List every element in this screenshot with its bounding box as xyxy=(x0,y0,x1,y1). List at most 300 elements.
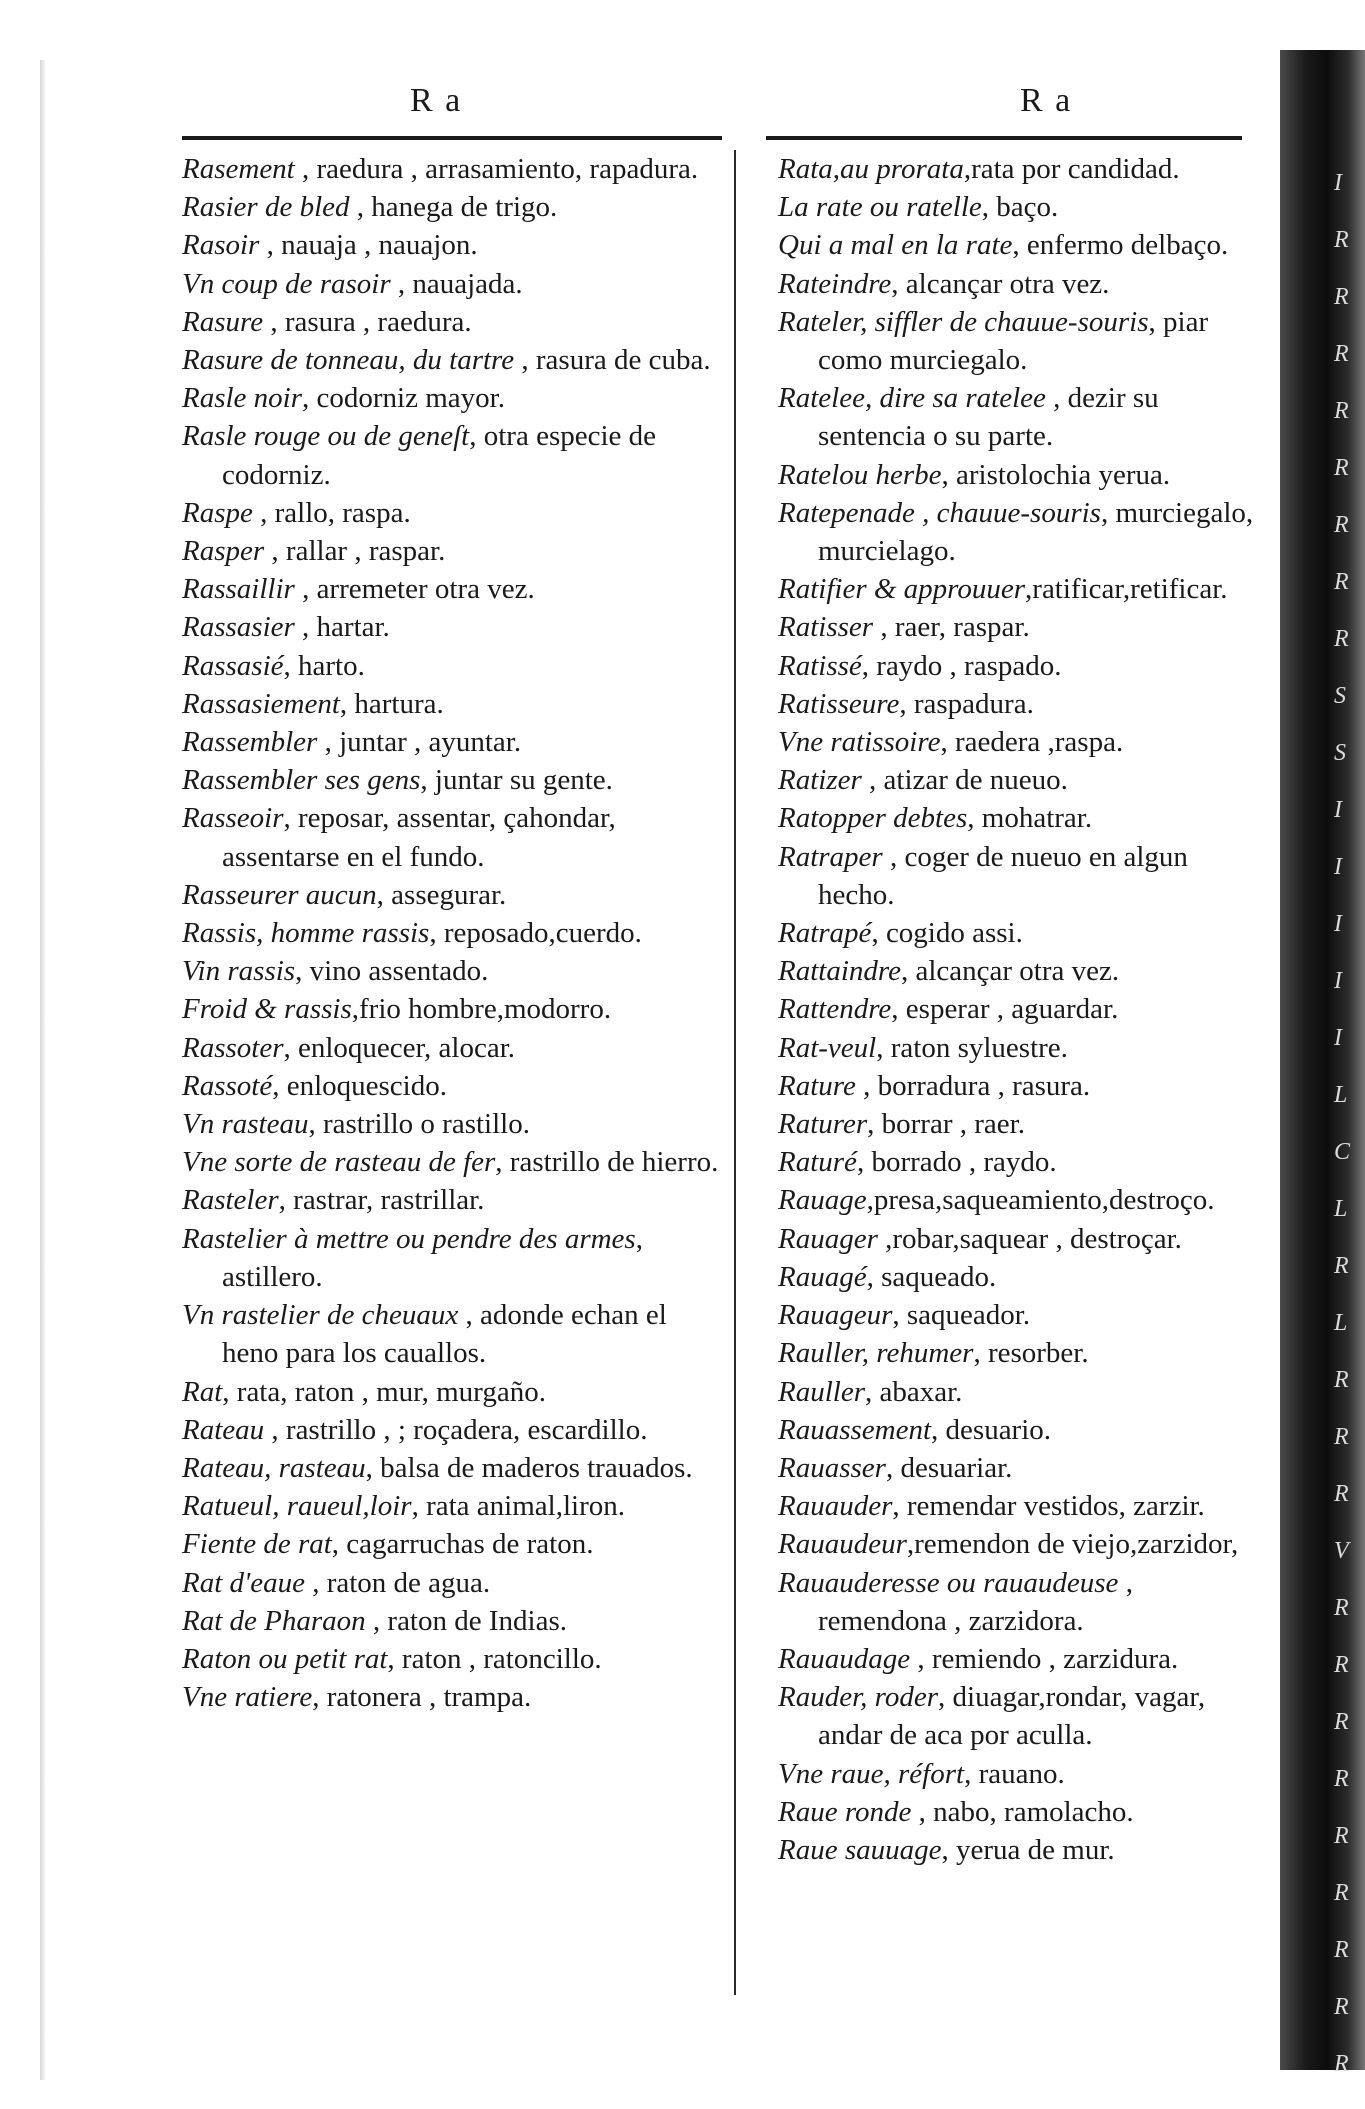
entry-translation: saqueado. xyxy=(881,1260,997,1293)
dictionary-entry xyxy=(182,647,722,685)
entry-separator: , xyxy=(259,229,282,262)
entry-translation: frio hombre,modorro. xyxy=(359,993,612,1026)
dictionary-entry xyxy=(182,303,722,341)
entry-headword: Rasure de tonneau, du tartre xyxy=(182,344,515,377)
entry-translation: rallar , raspar. xyxy=(285,535,446,568)
entry-translation: borrar , raer. xyxy=(881,1108,1025,1141)
bleed-letter: S xyxy=(1334,683,1346,709)
entry-translation: coger de nueuo en algun hecho. xyxy=(818,840,1188,911)
entry-headword: Rassasié xyxy=(182,649,284,682)
entry-separator: , xyxy=(866,1184,874,1217)
entry-headword: Rateau, rasteau xyxy=(182,1451,366,1484)
dictionary-entry xyxy=(182,1029,722,1067)
dictionary-entry xyxy=(778,1296,1260,1334)
dictionary-entry xyxy=(182,570,722,608)
dictionary-entry xyxy=(778,1258,1260,1296)
entry-separator: , xyxy=(910,1642,932,1675)
dictionary-entry xyxy=(182,876,722,914)
entry-translation: rastrar, rastrillar. xyxy=(293,1184,485,1217)
entry-headword: Ratopper debtes xyxy=(778,802,968,835)
bleed-letter: R xyxy=(1334,1652,1349,1678)
bleed-letter: R xyxy=(1334,1994,1349,2020)
entry-headword: Rastelier à mettre ou pendre des armes xyxy=(182,1222,636,1255)
entry-separator: , xyxy=(469,420,484,453)
entry-headword: Rasure xyxy=(182,305,264,338)
entry-headword: Raton ou petit rat xyxy=(182,1642,388,1675)
dictionary-entry xyxy=(182,608,722,646)
entry-separator: , xyxy=(351,993,359,1026)
entry-translation: resorber. xyxy=(987,1337,1089,1370)
entry-separator: , xyxy=(906,1528,915,1561)
entry-translation: remendar vestidos, zarzir. xyxy=(906,1490,1205,1523)
bleed-letter: R xyxy=(1334,1823,1349,1849)
entry-separator: , xyxy=(885,1451,901,1484)
entry-headword: Rasoir xyxy=(182,229,260,262)
dictionary-entry xyxy=(182,1602,722,1640)
entry-translation: remendona , zarzidora. xyxy=(818,1604,1084,1637)
entry-translation: otra especie de codorniz. xyxy=(222,420,657,491)
bleed-letter: I xyxy=(1334,968,1342,994)
entry-headword: Ratisseure xyxy=(778,687,900,720)
dictionary-entry xyxy=(182,341,722,379)
bleed-letter: R xyxy=(1334,227,1349,253)
entry-separator: , xyxy=(900,955,916,988)
entry-translation: rastrillo o rastillo. xyxy=(322,1108,530,1141)
dictionary-entry xyxy=(778,990,1260,1028)
entry-headword: Rassembler ses gens xyxy=(182,764,421,797)
entry-headword: Ratelou herbe xyxy=(778,458,942,491)
entry-headword: Ratraper xyxy=(778,840,883,873)
entry-separator: , xyxy=(295,955,310,988)
entry-separator: , xyxy=(892,1490,907,1523)
entry-separator: , xyxy=(283,802,298,835)
page-edge xyxy=(40,60,45,2080)
entry-translation: raydo , raspado. xyxy=(876,649,1062,682)
entry-separator: , xyxy=(1045,382,1068,415)
bleed-letter: I xyxy=(1334,1025,1342,1051)
entry-separator: , xyxy=(376,878,392,911)
entry-headword: Rauaudeur xyxy=(778,1528,907,1561)
entry-separator: , xyxy=(1025,573,1033,606)
entry-headword: Rauller, rehumer xyxy=(778,1337,974,1370)
bleed-letter: I xyxy=(1334,170,1342,196)
entry-translation: alcançar otra vez. xyxy=(905,267,1110,300)
entry-separator: , xyxy=(283,1031,298,1064)
right-running-head: R a xyxy=(1020,82,1073,119)
entry-translation: rastrillo , ; roçadera, escardillo. xyxy=(285,1413,648,1446)
dictionary-entry xyxy=(182,1449,722,1487)
dictionary-entry xyxy=(778,761,1260,799)
entry-translation: vino assentado. xyxy=(309,955,489,988)
entry-headword: Vne sorte de rasteau de fer xyxy=(182,1146,496,1179)
entry-headword: Rattendre xyxy=(778,993,892,1026)
dictionary-entry xyxy=(778,685,1260,723)
entry-translation: murciegalo, murcielago. xyxy=(818,496,1254,568)
entry-separator: , xyxy=(365,1604,388,1637)
entry-separator: , xyxy=(339,687,355,720)
entry-translation: juntar , ayuntar. xyxy=(339,726,522,759)
bleed-letter: R xyxy=(1334,1709,1349,1735)
entry-headword: La rate ou ratelle xyxy=(778,191,982,224)
entry-separator: , xyxy=(317,726,340,759)
entry-translation: hanega de trigo. xyxy=(371,191,558,224)
dictionary-entry xyxy=(182,188,722,226)
entry-headword: Rassoté xyxy=(182,1069,273,1102)
entry-headword: Fiente de rat xyxy=(182,1528,332,1561)
entry-separator: , xyxy=(938,1681,953,1714)
entry-separator: , xyxy=(1148,305,1164,338)
entry-separator: , xyxy=(877,1222,893,1255)
entry-separator: , xyxy=(967,802,982,835)
bleed-letter: R xyxy=(1334,1253,1349,1279)
entry-separator: , xyxy=(866,1260,882,1293)
entry-translation: raspadura. xyxy=(913,687,1034,720)
dictionary-entry xyxy=(778,1334,1260,1372)
dictionary-entry xyxy=(182,914,722,952)
dictionary-entry xyxy=(182,265,722,303)
dictionary-entry xyxy=(778,914,1260,952)
dictionary-entry xyxy=(778,379,1260,455)
dictionary-entry xyxy=(778,838,1260,914)
entry-headword: Rassis, homme rassis xyxy=(182,917,430,950)
entry-headword: Rassoter xyxy=(182,1031,284,1064)
dictionary-entry xyxy=(182,1220,722,1296)
entry-separator: , xyxy=(861,764,884,797)
dictionary-entry xyxy=(182,226,722,264)
bleed-letter: R xyxy=(1334,1367,1349,1393)
entry-separator: , xyxy=(429,917,444,950)
entry-translation: atizar de nueuo. xyxy=(883,764,1068,797)
entry-separator: , xyxy=(458,1299,480,1332)
entry-translation: nabo, ramolacho. xyxy=(933,1795,1134,1828)
dictionary-entry xyxy=(778,1831,1260,1869)
bleed-letter: V xyxy=(1334,1538,1349,1564)
entry-headword: Vn rasteau xyxy=(182,1108,309,1141)
entry-headword: Vne ratissoire xyxy=(778,726,941,759)
dictionary-entry xyxy=(778,494,1260,570)
bleed-letter: R xyxy=(1334,626,1349,652)
dictionary-entry xyxy=(182,1525,722,1563)
entry-translation: assegurar. xyxy=(391,878,507,911)
bleed-letter: R xyxy=(1334,341,1349,367)
bleed-letter: R xyxy=(1334,512,1349,538)
entry-separator: , xyxy=(349,191,372,224)
entry-translation: nauajada. xyxy=(412,267,523,300)
entry-separator: , xyxy=(873,611,895,644)
entry-headword: Rassasier xyxy=(182,611,295,644)
dictionary-entry xyxy=(778,303,1260,379)
entry-headword: Rauager xyxy=(778,1222,878,1255)
entry-headword: Ratueul, raueul,loir xyxy=(182,1490,412,1523)
bleed-letter: I xyxy=(1334,854,1342,880)
entry-headword: Rauauderesse ou rauaudeuse xyxy=(778,1566,1119,1599)
dictionary-entry xyxy=(778,799,1260,837)
dictionary-entry xyxy=(778,1755,1260,1793)
dictionary-entry xyxy=(778,1487,1260,1525)
bleed-letter: R xyxy=(1334,284,1349,310)
entry-separator: , xyxy=(861,649,877,682)
entry-translation: cagarruchas de raton. xyxy=(346,1528,594,1561)
dictionary-entry xyxy=(778,1029,1260,1067)
entry-translation: codorniz mayor. xyxy=(316,382,505,415)
dictionary-entry xyxy=(778,1181,1260,1219)
dictionary-entry xyxy=(778,1564,1260,1640)
entry-translation: adonde echan el heno para los cauallos. xyxy=(222,1299,667,1370)
entry-headword: Qui a mal en la rate xyxy=(778,229,1013,262)
dictionary-entry xyxy=(182,1411,722,1449)
entry-translation: harto. xyxy=(298,649,365,682)
left-running-head: R a xyxy=(410,82,463,119)
entry-headword: Rattaindre xyxy=(778,955,901,988)
dictionary-entry xyxy=(182,723,722,761)
entry-headword: Ratrapé xyxy=(778,917,872,950)
entry-headword: Ratizer xyxy=(778,764,862,797)
dictionary-entry xyxy=(778,1640,1260,1678)
entry-separator: , xyxy=(302,382,317,415)
entry-separator: , xyxy=(963,153,972,185)
entry-translation: reposado,cuerdo. xyxy=(443,917,642,950)
entry-separator: , xyxy=(278,1184,294,1217)
entry-translation: enfermo delbaço. xyxy=(1026,229,1229,262)
entry-separator: , xyxy=(411,1490,427,1523)
entry-separator: , xyxy=(865,1375,880,1408)
entry-translation: borrado , raydo. xyxy=(871,1146,1057,1179)
entry-separator: , xyxy=(964,1757,979,1790)
entry-separator: , xyxy=(892,1299,907,1332)
next-page-bleed xyxy=(1328,0,1365,2109)
entry-translation: rata por candidad. xyxy=(971,153,1180,185)
entry-translation: raton syluestre. xyxy=(890,1031,1068,1064)
entry-translation: ratonera , trampa. xyxy=(326,1681,532,1714)
entry-translation: diuagar,rondar, vagar, andar de aca por aculla. xyxy=(818,1681,1206,1752)
entry-headword: Rat xyxy=(182,1375,223,1408)
dictionary-entry xyxy=(778,1105,1260,1143)
bleed-letter: R xyxy=(1334,398,1349,424)
bleed-letter: I xyxy=(1334,797,1342,823)
entry-separator: , xyxy=(855,1069,878,1102)
entry-separator: , xyxy=(882,840,905,873)
entry-translation: robar,saquear , destroçar. xyxy=(892,1222,1182,1255)
bleed-letter: S xyxy=(1334,740,1346,766)
entry-headword: Rauageur xyxy=(778,1299,893,1332)
entry-translation: yerua de mur. xyxy=(956,1833,1115,1866)
dictionary-entry xyxy=(182,1143,722,1181)
dictionary-entry xyxy=(182,1373,722,1411)
dictionary-entry xyxy=(182,494,722,532)
column-divider xyxy=(734,150,736,1995)
entry-separator: , xyxy=(941,458,956,491)
dictionary-entry xyxy=(182,1640,722,1678)
entry-separator: , xyxy=(252,496,275,529)
entry-headword: Rateindre xyxy=(778,267,892,300)
bleed-letter: C xyxy=(1334,1139,1351,1165)
entry-translation: piar como murciegalo. xyxy=(818,305,1209,377)
dictionary-entry xyxy=(182,1678,722,1716)
entry-headword: Froid & rassis xyxy=(182,993,352,1026)
entry-headword: Rauage xyxy=(778,1184,867,1217)
entry-headword: Rasseurer aucun xyxy=(182,878,377,911)
dictionary-entry xyxy=(182,761,722,799)
entry-headword: Rauaudage xyxy=(778,1642,911,1675)
entry-headword: Rassasiement xyxy=(182,687,340,720)
dictionary-entry xyxy=(778,647,1260,685)
bleed-letter: R xyxy=(1334,1880,1349,1906)
entry-translation: hartar. xyxy=(316,611,390,644)
entry-separator: , xyxy=(1100,496,1116,529)
entry-separator: , xyxy=(940,726,955,759)
entry-headword: Vin rassis xyxy=(182,955,296,988)
entry-headword: Rassembler xyxy=(182,726,318,759)
entry-translation: rata animal,liron. xyxy=(426,1490,625,1523)
dictionary-entry xyxy=(182,1181,722,1219)
entry-translation: presa,saqueamiento,destroço. xyxy=(873,1184,1215,1217)
entry-separator: , xyxy=(891,993,906,1026)
entry-headword: Vne raue, réfort xyxy=(778,1757,965,1790)
entry-translation: cogido assi. xyxy=(885,917,1023,950)
entry-headword: Ratepenade , chauue-souris xyxy=(778,496,1101,529)
dictionary-entry xyxy=(778,188,1260,226)
entry-separator: , xyxy=(941,1833,956,1866)
entry-headword: Raue sauuage xyxy=(778,1833,942,1866)
entry-translation: balsa de maderos trauados. xyxy=(380,1451,693,1484)
dictionary-entry xyxy=(778,570,1260,608)
entry-translation: raer, raspar. xyxy=(894,611,1030,644)
entry-separator: , xyxy=(871,917,886,950)
entry-separator: , xyxy=(294,573,317,606)
entry-translation: rasura de cuba. xyxy=(535,344,711,377)
entry-headword: Ratelee, dire sa ratelee xyxy=(778,382,1046,415)
entry-separator: , xyxy=(308,1108,323,1141)
entry-translation: raton , ratoncillo. xyxy=(401,1642,602,1675)
entry-separator: , xyxy=(312,1681,327,1714)
entry-translation: esperar , aguardar. xyxy=(905,993,1119,1026)
entry-translation: baço. xyxy=(996,191,1059,224)
entry-headword: Rat de Pharaon xyxy=(182,1604,366,1637)
entry-headword: Rasteler xyxy=(182,1184,279,1217)
entry-headword: Rature xyxy=(778,1069,856,1102)
entry-headword: Rateau xyxy=(182,1413,265,1446)
entry-separator: , xyxy=(856,1146,872,1179)
bleed-letter: R xyxy=(1334,1481,1349,1507)
entry-translation: raedera ,raspa. xyxy=(954,726,1124,759)
entry-separator: , xyxy=(891,267,906,300)
entry-translation: remendon de viejo,zarzidor, xyxy=(914,1528,1239,1561)
entry-separator: , xyxy=(495,1146,510,1179)
dictionary-entry xyxy=(778,226,1260,264)
entry-translation: enloquecer, alocar. xyxy=(298,1031,516,1064)
dictionary-entry xyxy=(778,1067,1260,1105)
entry-separator: , xyxy=(514,344,536,377)
entry-separator: , xyxy=(867,1108,882,1141)
entry-separator: , xyxy=(331,1528,347,1561)
entry-separator: , xyxy=(911,1795,934,1828)
entry-translation: borradura , rasura. xyxy=(877,1069,1091,1102)
entry-translation: juntar su gente. xyxy=(434,764,613,797)
bleed-letter: R xyxy=(1334,1937,1349,1963)
entry-headword: Rata,au prorata xyxy=(778,153,964,185)
bleed-letter: R xyxy=(1334,1595,1349,1621)
entry-translation: desuario. xyxy=(945,1413,1052,1446)
dictionary-entry xyxy=(182,532,722,570)
entry-separator: , xyxy=(283,649,298,682)
dictionary-entry xyxy=(778,952,1260,990)
dictionary-entry xyxy=(182,1105,722,1143)
dictionary-entry xyxy=(182,1564,722,1602)
entry-headword: Rauagé xyxy=(778,1260,867,1293)
entry-translation: raton de Indias. xyxy=(387,1604,567,1637)
entry-separator: , xyxy=(420,764,435,797)
entry-translation: rastrillo de hierro. xyxy=(509,1146,719,1179)
dictionary-entry xyxy=(778,1793,1260,1831)
entry-separator: , xyxy=(635,1222,643,1255)
dictionary-entry xyxy=(778,1525,1260,1563)
entry-separator: , xyxy=(294,153,317,185)
bleed-letter: R xyxy=(1334,1766,1349,1792)
entry-headword: Rat-veul xyxy=(778,1031,877,1064)
entry-headword: Rasper xyxy=(182,535,265,568)
dictionary-entry xyxy=(182,990,722,1028)
entry-separator: , xyxy=(272,1069,287,1102)
entry-translation: hartura. xyxy=(354,687,444,720)
dictionary-entry xyxy=(182,1487,722,1525)
entry-translation: desuariar. xyxy=(900,1451,1013,1484)
entry-headword: Rasier de bled xyxy=(182,191,350,224)
bleed-letter: L xyxy=(1334,1196,1348,1222)
right-column xyxy=(778,150,1260,1869)
entry-translation: mohatrar. xyxy=(981,802,1093,835)
bleed-letter: R xyxy=(1334,455,1349,481)
entry-headword: Rasle rouge ou de geneſt xyxy=(182,420,470,453)
entry-translation: rauano. xyxy=(978,1757,1065,1790)
dictionary-entry xyxy=(778,608,1260,646)
left-header-rule xyxy=(182,136,722,140)
entry-headword: Raturé xyxy=(778,1146,857,1179)
entry-separator: , xyxy=(263,305,285,338)
entry-translation: enloquescido. xyxy=(286,1069,447,1102)
entry-separator: , xyxy=(931,1413,946,1446)
entry-headword: Rasseoir xyxy=(182,802,284,835)
bleed-letter: R xyxy=(1334,2051,1349,2077)
dictionary-entry xyxy=(182,379,722,417)
entry-translation: abaxar. xyxy=(879,1375,963,1408)
entry-headword: Rassaillir xyxy=(182,573,295,606)
entry-separator: , xyxy=(222,1375,237,1408)
entry-separator: , xyxy=(981,191,997,224)
entry-headword: Raspe xyxy=(182,496,253,529)
entry-separator: , xyxy=(1012,229,1027,262)
dictionary-entry xyxy=(778,1678,1260,1754)
entry-separator: , xyxy=(264,1413,286,1446)
dictionary-entry xyxy=(778,150,1260,188)
entry-separator: , xyxy=(304,1566,327,1599)
entry-translation: raedura , arrasamiento, rapadura. xyxy=(316,153,699,185)
entry-translation: saqueador. xyxy=(906,1299,1031,1332)
entry-headword: Ratisser xyxy=(778,611,874,644)
entry-separator: , xyxy=(876,1031,891,1064)
entry-headword: Rasement xyxy=(182,153,295,185)
entry-translation: dezir su sentencia o su parte. xyxy=(818,382,1159,453)
bleed-letter: R xyxy=(1334,569,1349,595)
bleed-letter: R xyxy=(1334,1424,1349,1450)
dictionary-entry xyxy=(182,1296,722,1372)
dictionary-entry xyxy=(778,265,1260,303)
entry-translation: arremeter otra vez. xyxy=(316,573,535,606)
entry-headword: Rauauder xyxy=(778,1490,893,1523)
entry-translation: rallo, raspa. xyxy=(274,496,411,529)
entry-translation: nauaja , nauajon. xyxy=(281,229,478,262)
entry-separator: , xyxy=(365,1451,381,1484)
entry-headword: Rauller xyxy=(778,1375,865,1408)
